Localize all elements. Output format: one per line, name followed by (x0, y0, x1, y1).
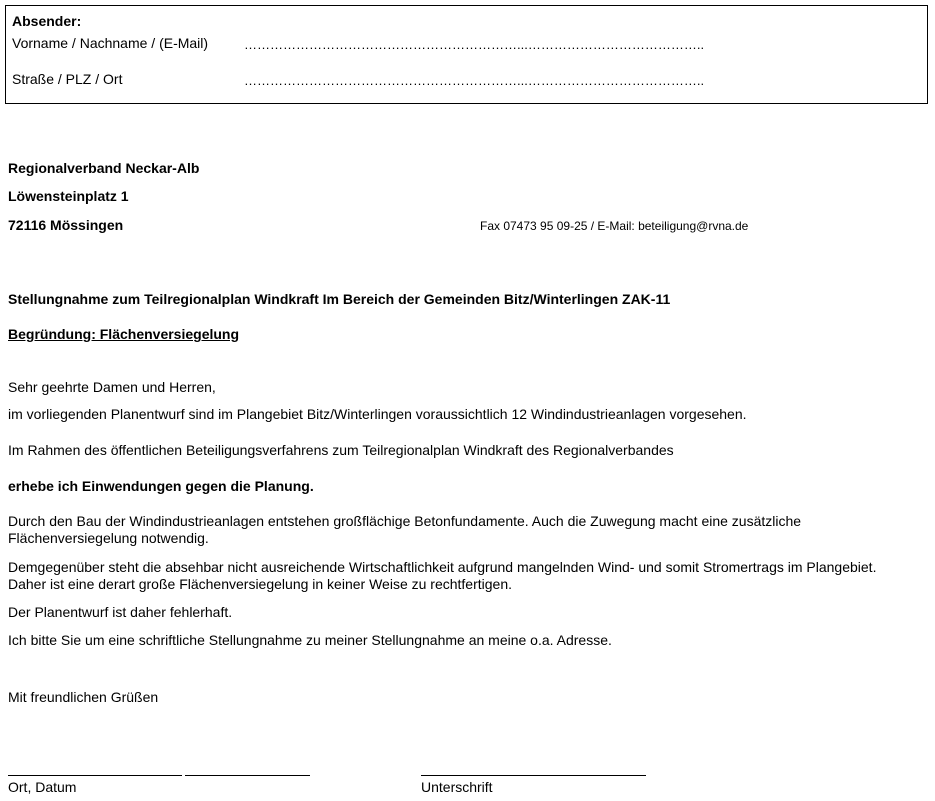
sender-address-field[interactable]: ………………………………………………………...………………………………….. (244, 73, 705, 88)
closing: Mit freundlichen Grüßen (8, 689, 159, 705)
salutation: Sehr geehrte Damen und Herren, (8, 379, 216, 395)
sender-name-field[interactable]: ………………………………………………………...………………………………….. (244, 37, 705, 52)
paragraph-6: Ich bitte Sie um eine schriftliche Stellungnahme zu meiner Stellungnahme an meine o.a. Adresse. (8, 632, 612, 648)
objection-statement: erhebe ich Einwendungen gegen die Planung. (8, 478, 314, 494)
recipient-contact: Fax 07473 95 09-25 / E-Mail: beteiligung@rvna.de (480, 219, 749, 233)
sender-address-label: Straße / PLZ / Ort (12, 71, 123, 87)
paragraph-1: im vorliegenden Planentwurf sind im Plangebiet Bitz/Winterlingen voraussichtlich 12 Windindustrieanlagen vorgesehen. (8, 406, 747, 422)
paragraph-4: Demgegenüber steht die absehbar nicht ausreichende Wirtschaftlichkeit aufgrund mangelnden Wind- und somit Stromertrags im Plangebiet. Daher ist eine derart große Flächenversiegelung in keiner Weise zu rechtfertigen. (8, 559, 877, 592)
date-line[interactable] (185, 775, 310, 776)
signature-line[interactable] (421, 775, 646, 776)
subject-line: Stellungnahme zum Teilregionalplan Windkraft Im Bereich der Gemeinden Bitz/Winterlingen ZAK-11 (8, 291, 671, 307)
paragraph-5: Der Planentwurf ist daher fehlerhaft. (8, 604, 233, 620)
signature-label: Unterschrift (421, 779, 493, 795)
sender-name-label: Vorname / Nachname / (E-Mail) (12, 35, 209, 51)
place-date-label: Ort, Datum (8, 779, 77, 795)
sender-box (5, 5, 928, 104)
place-line[interactable] (8, 775, 182, 776)
recipient-street: Löwensteinplatz 1 (8, 188, 129, 204)
recipient-city: 72116 Mössingen (8, 217, 124, 233)
paragraph-2: Im Rahmen des öffentlichen Beteiligungsverfahrens zum Teilregionalplan Windkraft des Regionalverbandes (8, 442, 674, 458)
reason-heading: Begründung: Flächenversiegelung (8, 326, 240, 342)
recipient-org: Regionalverband Neckar-Alb (8, 160, 200, 176)
paragraph-3: Durch den Bau der Windindustrieanlagen entstehen großflächige Betonfundamente. Auch die Zuwegung macht eine zusätzliche Flächenversiegelung notwendig. (8, 513, 802, 546)
sender-heading: Absender: (12, 13, 82, 29)
